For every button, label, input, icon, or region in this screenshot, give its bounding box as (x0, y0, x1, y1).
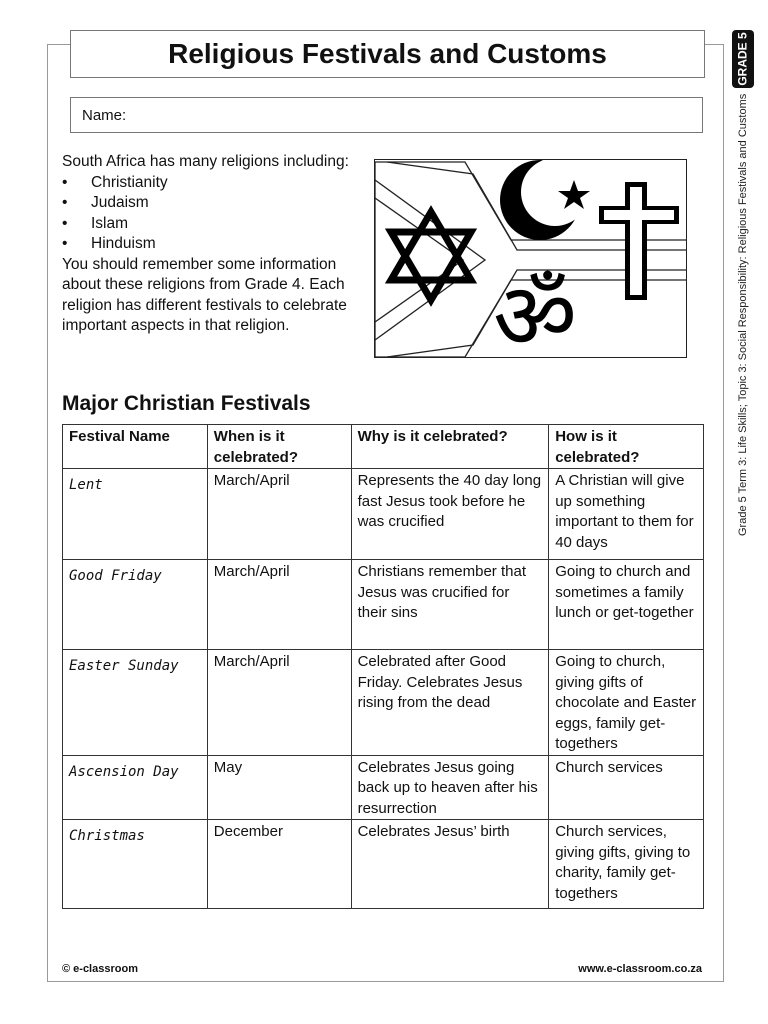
why-cell: Represents the 40 day long fast Jesus took before he was crucified (351, 469, 549, 560)
when-cell: May (207, 755, 351, 820)
name-field[interactable] (70, 97, 703, 133)
section-heading: Major Christian Festivals (62, 392, 311, 415)
how-cell: Going to church and sometimes a family lunch or get-together (549, 560, 704, 650)
column-header: When is it celebrated? (207, 425, 351, 469)
column-header: Festival Name (63, 425, 208, 469)
side-caption: Grade 5 Term 3: Life Skills; Topic 3: Social Responsibility: Religious Festivals and Customs (737, 93, 749, 536)
religion-item: • Judaism (62, 193, 362, 214)
why-cell: Christians remember that Jesus was crucified for their sins (351, 560, 549, 650)
table-row (63, 820, 704, 909)
religion-item: • Hinduism (62, 234, 362, 255)
when-cell: March/April (207, 560, 351, 650)
festival-table (62, 424, 704, 909)
religion-list (62, 173, 362, 255)
intro-text (62, 152, 362, 337)
why-cell: Celebrates Jesus’ birth (351, 820, 549, 909)
when-cell: March/April (207, 650, 351, 756)
why-cell: Celebrated after Good Friday. Celebrates Jesus rising from the dead (351, 650, 549, 756)
footer-website-link[interactable]: www.e-classroom.co.za (578, 963, 702, 975)
when-cell: March/April (207, 469, 351, 560)
festival-name-cell: Good Friday (63, 560, 208, 650)
table-row (63, 755, 704, 820)
how-cell: Church services, giving gifts, giving to charity, family get-togethers (549, 820, 704, 909)
festival-name-cell: Ascension Day (63, 755, 208, 820)
how-cell: Going to church, giving gifts of chocolate and Easter eggs, family get-togethers (549, 650, 704, 756)
how-cell: A Christian will give up something important to them for 40 days (549, 469, 704, 560)
festival-name-cell: Christmas (63, 820, 208, 909)
table-header-row (63, 425, 704, 469)
how-cell: Church services (549, 755, 704, 820)
religion-item: • Islam (62, 214, 362, 235)
page-title (70, 30, 705, 78)
column-header: Why is it celebrated? (351, 425, 549, 469)
when-cell: December (207, 820, 351, 909)
name-label: Name: (82, 106, 127, 124)
why-cell: Celebrates Jesus going back up to heaven after his resurrection (351, 755, 549, 820)
footer-copyright: © e-classroom (62, 963, 138, 975)
festival-name-cell: Lent (63, 469, 208, 560)
om-icon (493, 263, 577, 358)
grade-tab-label: GRADE 5 (736, 32, 750, 86)
page-title-text: Religious Festivals and Customs (168, 38, 607, 69)
table-row (63, 469, 704, 560)
religion-item: • Christianity (62, 173, 362, 194)
religions-flag-image (374, 159, 687, 358)
table-row (63, 560, 704, 650)
grade-tab (732, 30, 754, 88)
festival-name-cell: Easter Sunday (63, 650, 208, 756)
flag-svg (375, 160, 687, 358)
star-of-david-icon (391, 212, 471, 300)
column-header: How is it celebrated? (549, 425, 704, 469)
intro-lead: South Africa has many religions including: (62, 153, 349, 170)
table-row (63, 650, 704, 756)
intro-follow: You should remember some information about these religions from Grade 4. Each religion has different festivals to celebrate important aspects in that religion. (62, 255, 347, 334)
cross-icon (599, 182, 679, 300)
crescent-star-icon (500, 160, 590, 240)
svg-text:ॐ: ॐ (493, 263, 577, 358)
